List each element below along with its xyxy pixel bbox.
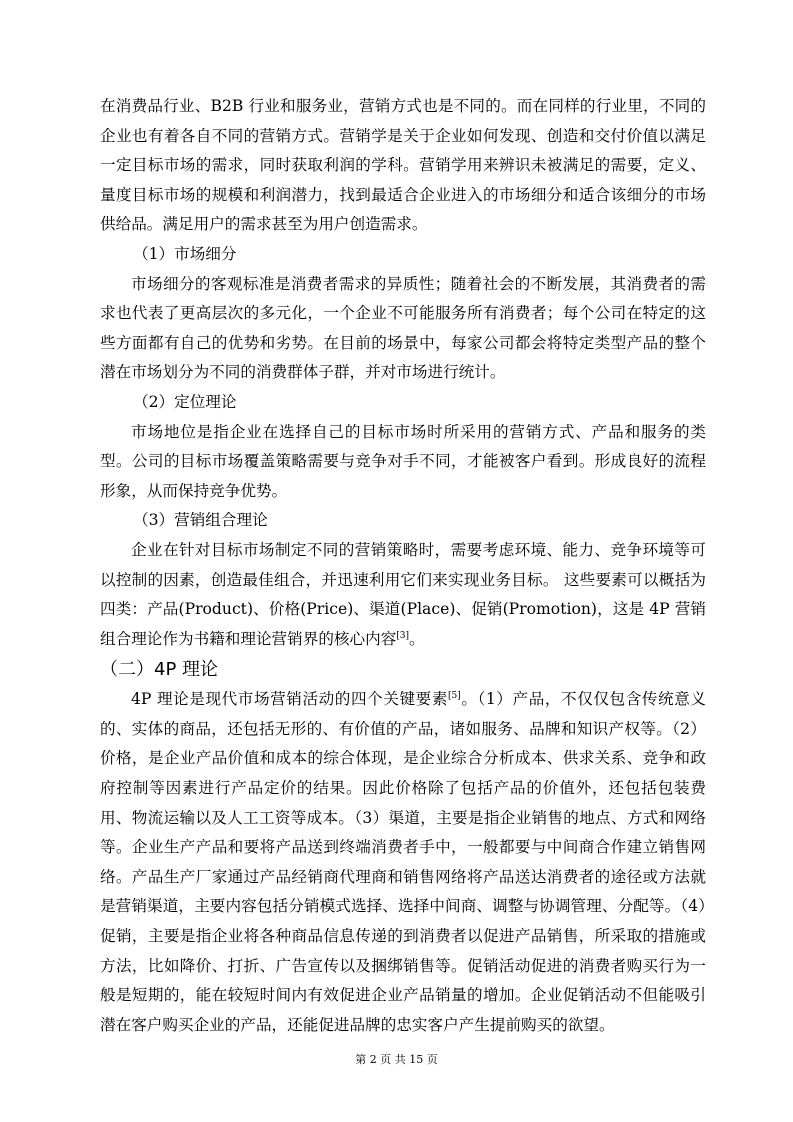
4p-theory-paragraph bbox=[100, 685, 706, 1040]
marketing-mix-text-end: 。 bbox=[409, 629, 425, 648]
positioning-theory-paragraph: 市场地位是指企业在选择自己的目标市场时所采用的营销方式、产品和服务的类型。公司的目标市场覆盖策略需要与竞争对手不同，才能被客户看到。形成良好的流程形象，从而保持竞争优势。 bbox=[100, 422, 706, 500]
market-segmentation-paragraph: 市场细分的客观标准是消费者需求的异质性；随着社会的不断发展，其消费者的需求也代表了更高层次的多元化，一个企业不可能服务所有消费者；每个公司在特定的这些方面都有自己的优势和劣势。在目前的场景中，每家公司都会将特定类型产品的整个潜在市场划分为不同的消费群体子群，并对市场进行统计。 bbox=[100, 274, 706, 382]
subsection-title-marketing-mix: （3）营销组合理论 bbox=[133, 511, 268, 530]
4p-theory-text-start: 4P 理论是现代市场营销活动的四个关键要素 bbox=[131, 690, 448, 709]
subsection-title-market-segmentation: （1）市场细分 bbox=[133, 244, 237, 263]
citation-5[interactable]: [5] bbox=[448, 691, 461, 702]
intro-paragraph: 在消费品行业、B2B 行业和服务业，营销方式也是不同的。而在同样的行业里，不同的企业也有着各自不同的营销方式。营销学是关于企业如何发现、创造和交付价值以满足一定目标市场的需求，同时获取利润的学科。营销学用来辨识未被满足的需要，定义、量度目标市场的规模和利润潜力，找到最适合企业进入的市场细分和适合该细分的市场供给品。满足用户的需求甚至为用户创造需求。 bbox=[100, 97, 706, 234]
subsection-title-positioning-theory: （2）定位理论 bbox=[133, 392, 237, 411]
page-number-footer: 第 2 页 共 15 页 bbox=[355, 1053, 438, 1066]
page-body bbox=[100, 92, 706, 1040]
citation-3[interactable]: [3] bbox=[396, 630, 410, 641]
marketing-mix-text: 企业在针对目标市场制定不同的营销策略时，需要考虑环境、能力、竞争环境等可以控制的因素，创造最佳组合，并迅速利用它们来实现业务目标。 这些要素可以概括为四类：产品(Product)、价格(Price)、渠道(Place)、促销(Promotion)，这是 4P 营销组合理论作为书籍和理论营销界的核心内容 bbox=[100, 540, 706, 648]
section-heading-4p-theory: （二）4P 理论 bbox=[100, 659, 219, 681]
4p-theory-text-rest: 。（1）产品，不仅仅包含传统意义的、实体的商品，还包括无形的、有价值的产品，诸如服务、品牌和知识产权等。（2）价格，是企业产品价值和成本的综合体现，是企业综合分析成本、供求关系、竞争和政府控制等因素进行产品定价的结果。因此价格除了包括产品的价值外，还包括包装费用、物流运输以及人工工资等成本。（3）渠道，主要是指企业销售的地点、方式和网络等。企业生产产品和要将产品送到终端消费者手中，一般都要与中间商合作建立销售网络。产品生产厂家通过产品经销商代理商和销售网络将产品送达消费者的途径或方法就是营销渠道，主要内容包括分销模式选择、选择中间商、调整与协调管理、分配等。（4）促销，主要是指企业将各种商品信息传递的到消费者以促进产品销售，所采取的措施或方法，比如降价、打折、广告宣传以及捆绑销售等。促销活动促进的消费者购买行为一般是短期的，能在较短时间内有效促进企业产品销量的增加。企业促销活动不但能吸引潜在客户购买企业的产品，还能促进品牌的忠实客户产生提前购买的欲望。 bbox=[100, 690, 706, 1034]
marketing-mix-paragraph bbox=[100, 536, 706, 654]
